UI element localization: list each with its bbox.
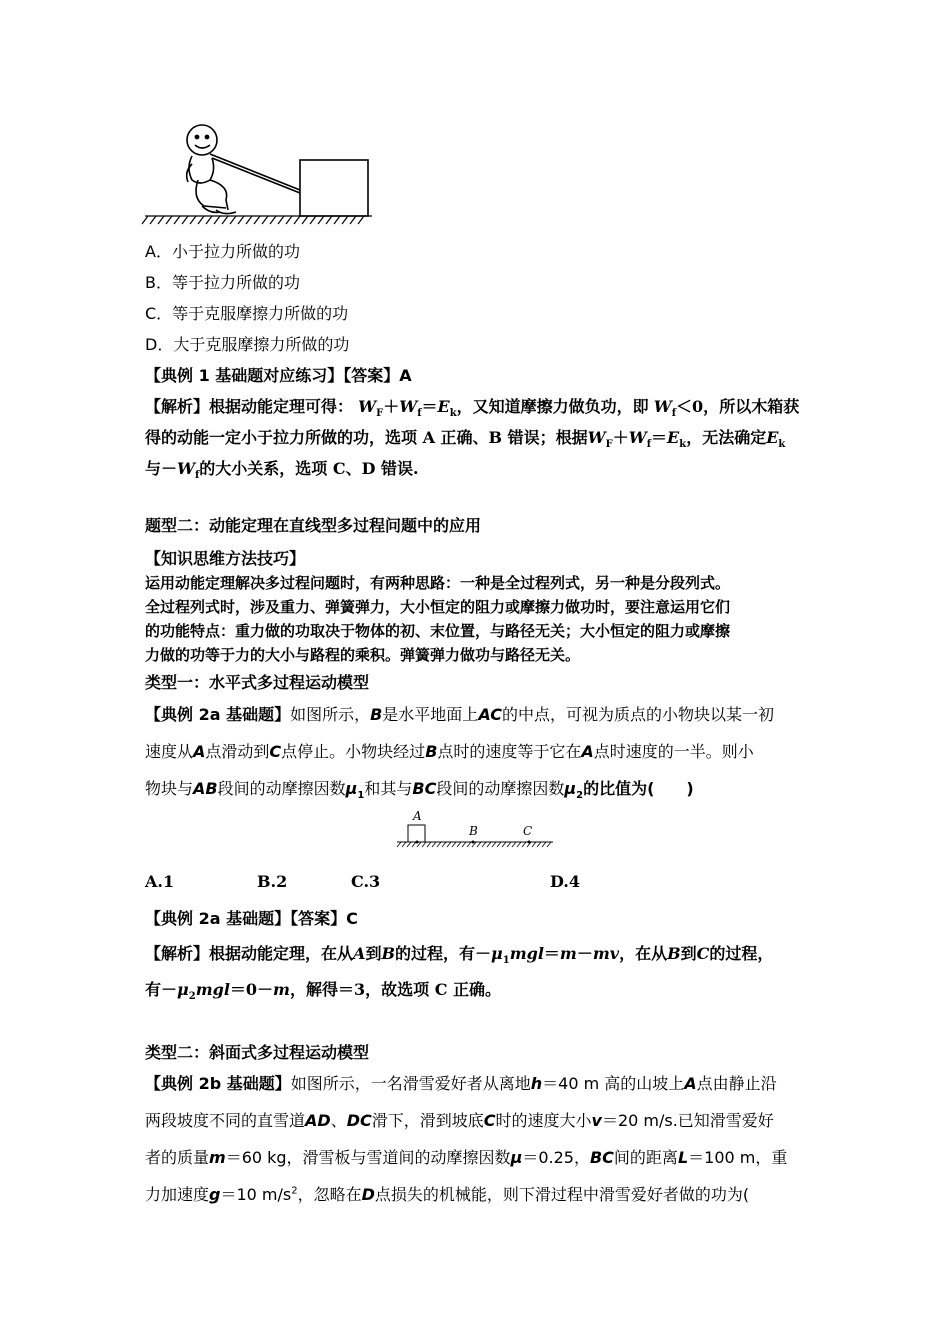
q2a-line-1: 【典例 2a 基础题】如图所示，B是水平地面上AC的中点，可视为质点的小物块以某一初 [145, 705, 774, 724]
label-a: A [413, 809, 422, 823]
q1-answer-header: 【典例 1 基础题对应练习】【答案】A [145, 366, 412, 385]
q2a-analysis-line-2: 有$-\mu_2mgl=0-m$，解得＝3，故选项 C 正确。 [145, 980, 501, 1003]
q2a-analysis-line-1: 【解析】根据动能定理，在从A到B的过程，有$-\mu_1mgl=m-mv$，在从B到C的过程， [145, 944, 774, 967]
figure-pulling-crate [140, 120, 380, 230]
stick-figure-icon [187, 125, 300, 214]
option-a: A．小于拉力所做的功 [145, 242, 300, 261]
ground-hatch [142, 216, 372, 224]
q1-analysis-line-3: 与$-W_f$的大小关系，选项 C、D 错误. [145, 459, 419, 482]
knowledge-header: 【知识思维方法技巧】 [145, 549, 306, 568]
q1-analysis-line-2: 得的动能一定小于拉力所做的功，选项 A 正确、B 错误；根据$W_F+W_f=E_k$，无法确定$E_k$ [145, 428, 786, 451]
q2b-line-3: 者的质量m＝60 kg，滑雪板与雪道间的动摩擦因数μ＝0.25，BC间的距离L＝100 m，重 [145, 1148, 788, 1167]
choice-b: B.2 [257, 872, 288, 891]
choice-d: D.4 [550, 872, 581, 891]
label-b: B [469, 824, 478, 838]
q2b-line-1: 【典例 2b 基础题】如图所示，一名滑雪爱好者从离地h＝40 m 高的山坡上A点由静止沿 [145, 1074, 777, 1093]
analysis-label: 【解析】 [145, 397, 210, 416]
crate-icon [300, 160, 368, 216]
knowledge-line-2: 全过程列式时，涉及重力、弹簧弹力，大小恒定的阻力或摩擦力做功时，要注意运用它们 [145, 598, 731, 616]
section-title: 题型二：动能定理在直线型多过程问题中的应用 [145, 516, 482, 535]
block-icon [408, 825, 425, 842]
knowledge-line-1: 运用动能定理解决多过程问题时，有两种思路：一种是全过程列式，另一种是分段列式。 [145, 574, 731, 592]
type1-title: 类型一：水平式多过程运动模型 [145, 673, 370, 692]
q1-analysis-line-1: 【解析】根据动能定理可得： $W_F+W_f=E_k$，又知道摩擦力做负功，即 $W_f<0$，所以木箱获 [145, 397, 800, 420]
q2a-line-3: 物块与AB段间的动摩擦因数$\mu_1$和其与BC段间的动摩擦因数$\mu_2$的比值为( ) [145, 779, 694, 802]
choice-c: C.3 [351, 872, 381, 891]
knowledge-line-3: 的功能特点：重力做的功取决于物体的初、末位置，与路径无关；大小恒定的阻力或摩擦 [145, 622, 731, 640]
knowledge-line-4: 力做的功等于力的大小与路程的乘积。弹簧弹力做功与路径无关。 [145, 646, 581, 664]
choice-a: A.1 [145, 872, 175, 891]
option-b: B．等于拉力所做的功 [145, 273, 300, 292]
option-c: C．等于克服摩擦力所做的功 [145, 304, 349, 323]
type2-title: 类型二：斜面式多过程运动模型 [145, 1043, 370, 1062]
label-c: C [523, 824, 533, 838]
q2b-line-4: 力加速度g＝10 $m/s^2$，忽略在D点损失的机械能，则下滑过程中滑雪爱好者做的功为( [145, 1185, 750, 1204]
q2b-line-2: 两段坡度不同的直雪道AD、DC滑下，滑到坡底C时的速度大小v＝20 m/s.已知滑雪爱好 [145, 1111, 774, 1130]
option-d: D．大于克服摩擦力所做的功 [145, 335, 350, 354]
q2a-answer-header: 【典例 2a 基础题】【答案】C [145, 909, 358, 928]
figure-abc-ground [395, 808, 555, 850]
q2a-line-2: 速度从A点滑动到C点停止。小物块经过B点时的速度等于它在A点时速度的一半。则小 [145, 742, 754, 761]
